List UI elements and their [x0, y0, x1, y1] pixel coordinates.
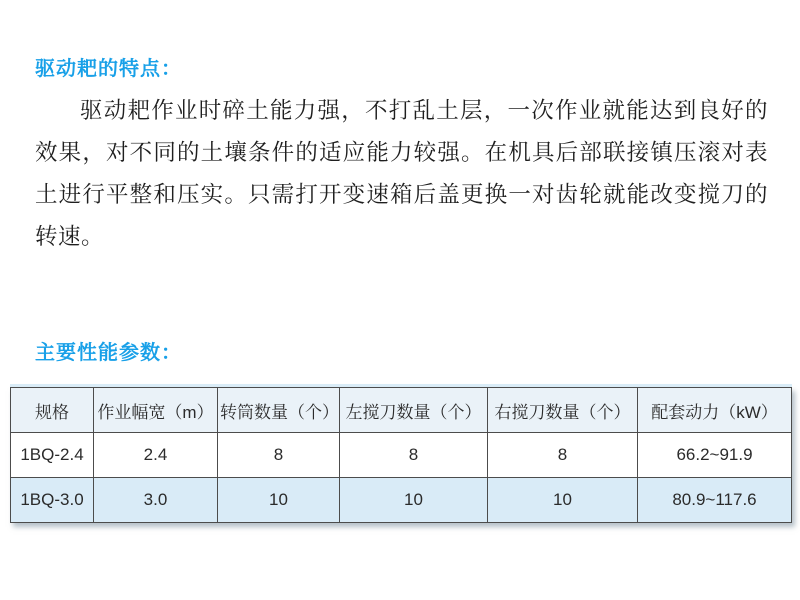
- cell-work-width: 3.0: [94, 478, 218, 523]
- cell-work-width: 2.4: [94, 433, 218, 478]
- cell-drum-count: 8: [218, 433, 340, 478]
- cell-right-blades: 10: [488, 478, 638, 523]
- features-paragraph: 驱动耙作业时碎土能力强，不打乱土层，一次作业就能达到良好的效果，对不同的土壤条件的适应能力较强。在机具后部联接镇压滚对表土进行平整和压实。只需打开变速箱后盖更换一对齿轮就能改变搅刀的转速。: [35, 98, 768, 249]
- table-header-row: [11, 388, 792, 433]
- cell-left-blades: 10: [340, 478, 488, 523]
- header-cell-spec: 规格: [11, 388, 94, 433]
- header-cell-power: 配套动力（kW）: [638, 388, 792, 433]
- cell-power: 66.2~91.9: [638, 433, 792, 478]
- cell-model: 1BQ-3.0: [11, 478, 94, 523]
- params-heading: 主要性能参数：: [35, 342, 182, 364]
- cell-model: 1BQ-2.4: [11, 433, 94, 478]
- cell-drum-count: 10: [218, 478, 340, 523]
- table-row-1bq-2-4: [11, 433, 792, 478]
- header-cell-right-blades: 右搅刀数量（个）: [488, 388, 638, 433]
- header-cell-drum-count: 转筒数量（个）: [218, 388, 340, 433]
- header-cell-left-blades: 左搅刀数量（个）: [340, 388, 488, 433]
- table-row-1bq-3-0: [11, 478, 792, 523]
- cell-power: 80.9~117.6: [638, 478, 792, 523]
- spec-table: [10, 387, 792, 523]
- cell-right-blades: 8: [488, 433, 638, 478]
- header-cell-work-width: 作业幅宽（m）: [94, 388, 218, 433]
- features-heading: 驱动耙的特点：: [35, 58, 182, 80]
- cell-left-blades: 8: [340, 433, 488, 478]
